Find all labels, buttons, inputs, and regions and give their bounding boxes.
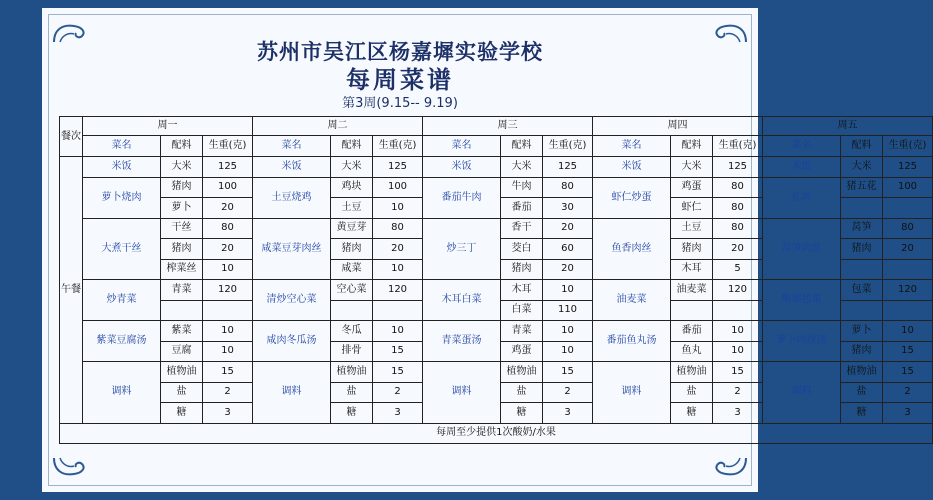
ingredient: 植物油 <box>671 362 713 383</box>
weight-grams: 15 <box>883 362 933 383</box>
ingredient: 大米 <box>331 157 373 178</box>
ingredient: 白菜 <box>501 300 543 321</box>
weight-grams: 20 <box>203 239 253 260</box>
dish-name: 番茄鱼丸汤 <box>593 321 671 362</box>
weight-grams: 80 <box>543 177 593 198</box>
corner-ornament-icon <box>704 456 748 478</box>
ingredient: 牛肉 <box>501 177 543 198</box>
weight-grams: 120 <box>883 280 933 301</box>
ingredient: 大米 <box>671 157 713 178</box>
ingredient: 猪肉 <box>161 177 203 198</box>
weight-grams: 80 <box>713 177 763 198</box>
dish-column-header: 菜名 <box>83 136 161 157</box>
ingredient: 鸡块 <box>331 177 373 198</box>
table-row <box>60 157 933 178</box>
dish-name: 调料 <box>83 362 161 424</box>
ingredient <box>161 300 203 321</box>
ingredient <box>331 300 373 321</box>
ingredient: 土豆 <box>331 198 373 219</box>
dish-column-header: 菜名 <box>763 136 841 157</box>
ingredient: 盐 <box>671 382 713 403</box>
weight-grams: 5 <box>713 259 763 280</box>
school-name: 苏州市吴江区杨嘉墀实验学校 <box>257 40 543 64</box>
weight-grams: 3 <box>713 403 763 424</box>
weight-grams: 15 <box>713 362 763 383</box>
dish-column-header: 菜名 <box>423 136 501 157</box>
weight-grams: 15 <box>203 362 253 383</box>
ingredient: 紫菜 <box>161 321 203 342</box>
weight-grams <box>883 300 933 321</box>
ingredient: 猪肉 <box>671 239 713 260</box>
ingredient: 鸡蛋 <box>671 177 713 198</box>
weight-grams: 15 <box>373 341 423 362</box>
dish-name: 清炒空心菜 <box>253 280 331 321</box>
weight-grams: 125 <box>883 157 933 178</box>
dish-name: 虾仁炒蛋 <box>593 177 671 218</box>
day-header-row <box>60 117 933 136</box>
ingredient: 糖 <box>501 403 543 424</box>
ingredient: 大米 <box>161 157 203 178</box>
ingredient: 植物油 <box>501 362 543 383</box>
weight-grams: 20 <box>543 218 593 239</box>
ingredient: 土豆 <box>671 218 713 239</box>
weight-grams: 10 <box>543 321 593 342</box>
dish-name: 调料 <box>593 362 671 424</box>
weight-grams: 3 <box>883 403 933 424</box>
weight-grams: 3 <box>373 403 423 424</box>
table-row <box>60 177 933 198</box>
weight-grams <box>713 300 763 321</box>
weight-grams: 10 <box>373 321 423 342</box>
ingredient: 排骨 <box>331 341 373 362</box>
ingredient <box>841 198 883 219</box>
ingredient: 鸡蛋 <box>501 341 543 362</box>
weight-grams <box>883 259 933 280</box>
weight-grams: 10 <box>203 341 253 362</box>
dish-name: 米饭 <box>253 157 331 178</box>
table-row <box>60 280 933 301</box>
ingredient: 猪肉 <box>331 239 373 260</box>
weight-grams: 120 <box>713 280 763 301</box>
weight-grams: 120 <box>373 280 423 301</box>
dish-name: 番茄牛肉 <box>423 177 501 218</box>
weight-grams: 120 <box>203 280 253 301</box>
weight-grams: 110 <box>543 300 593 321</box>
dish-column-header: 菜名 <box>253 136 331 157</box>
ingredient: 鱼丸 <box>671 341 713 362</box>
ingredient-column-header: 配料 <box>161 136 203 157</box>
weight-column-header: 生重(克) <box>543 136 593 157</box>
dish-column-header: 菜名 <box>593 136 671 157</box>
weight-grams <box>373 300 423 321</box>
weight-grams: 20 <box>543 259 593 280</box>
weekly-menu-table <box>59 116 933 444</box>
weight-grams: 20 <box>713 239 763 260</box>
weight-grams: 20 <box>883 239 933 260</box>
ingredient: 木耳 <box>671 259 713 280</box>
ingredient: 植物油 <box>331 362 373 383</box>
ingredient <box>841 300 883 321</box>
weight-grams: 125 <box>713 157 763 178</box>
ingredient: 猪肉 <box>501 259 543 280</box>
dish-name: 调料 <box>253 362 331 424</box>
weight-grams: 80 <box>373 218 423 239</box>
ingredient: 萝卜 <box>841 321 883 342</box>
weight-grams: 10 <box>543 341 593 362</box>
table-row <box>60 218 933 239</box>
ingredient: 包菜 <box>841 280 883 301</box>
ingredient <box>671 300 713 321</box>
ingredient: 黄豆芽 <box>331 218 373 239</box>
dish-name: 米饭 <box>763 157 841 178</box>
ingredient: 糖 <box>841 403 883 424</box>
weight-column-header: 生重(克) <box>713 136 763 157</box>
weight-column-header: 生重(克) <box>883 136 933 157</box>
corner-ornament-icon <box>52 456 96 478</box>
ingredient: 咸菜 <box>331 259 373 280</box>
weight-grams: 125 <box>543 157 593 178</box>
ingredient: 植物油 <box>841 362 883 383</box>
ingredient: 豆腐 <box>161 341 203 362</box>
ingredient: 糖 <box>671 403 713 424</box>
ingredient <box>841 259 883 280</box>
weight-grams: 15 <box>883 341 933 362</box>
dish-name: 鱼香肉丝 <box>593 218 671 280</box>
day-header: 周五 <box>763 117 933 136</box>
dish-name: 炒青菜 <box>83 280 161 321</box>
footer-row <box>60 423 933 444</box>
dish-name: 米饭 <box>83 157 161 178</box>
ingredient: 虾仁 <box>671 198 713 219</box>
weight-grams: 10 <box>713 341 763 362</box>
ingredient: 猪肉 <box>841 341 883 362</box>
ingredient: 猪肉 <box>841 239 883 260</box>
weight-grams: 100 <box>883 177 933 198</box>
table-row <box>60 321 933 342</box>
weight-grams: 20 <box>203 198 253 219</box>
day-header: 周三 <box>423 117 593 136</box>
ingredient: 空心菜 <box>331 280 373 301</box>
ingredient-column-header: 配料 <box>841 136 883 157</box>
weight-grams: 10 <box>883 321 933 342</box>
weight-grams: 2 <box>203 382 253 403</box>
dish-name: 大煮干丝 <box>83 218 161 280</box>
ingredient-column-header: 配料 <box>671 136 713 157</box>
dish-name: 炒三丁 <box>423 218 501 280</box>
ingredient: 茭白 <box>501 239 543 260</box>
dish-name: 萝卜烧肉 <box>83 177 161 218</box>
dish-name: 米饭 <box>423 157 501 178</box>
column-header-row <box>60 136 933 157</box>
weight-grams: 2 <box>373 382 423 403</box>
weight-grams: 80 <box>713 218 763 239</box>
dish-name: 土豆烧鸡 <box>253 177 331 218</box>
weight-grams: 60 <box>543 239 593 260</box>
ingredient: 猪肉 <box>161 239 203 260</box>
weight-grams <box>883 198 933 219</box>
ingredient-column-header: 配料 <box>501 136 543 157</box>
ingredient-column-header: 配料 <box>331 136 373 157</box>
dish-name: 油麦菜 <box>593 280 671 321</box>
ingredient: 植物油 <box>161 362 203 383</box>
dish-name: 咸菜豆芽肉丝 <box>253 218 331 280</box>
weight-grams: 10 <box>543 280 593 301</box>
dish-name: 青菜蛋汤 <box>423 321 501 362</box>
dish-name: 米饭 <box>593 157 671 178</box>
dish-name: 莴笋肉丝 <box>763 218 841 280</box>
weight-grams: 10 <box>373 198 423 219</box>
footer-note: 每周至少提供1次酸奶/水果 <box>60 423 933 444</box>
weight-grams: 100 <box>203 177 253 198</box>
ingredient: 大米 <box>841 157 883 178</box>
ingredient: 盐 <box>161 382 203 403</box>
weight-grams: 80 <box>713 198 763 219</box>
ingredient: 萝卜 <box>161 198 203 219</box>
day-header: 周一 <box>83 117 253 136</box>
ingredient: 大米 <box>501 157 543 178</box>
ingredient: 盐 <box>501 382 543 403</box>
weight-grams: 15 <box>543 362 593 383</box>
weight-grams: 80 <box>203 218 253 239</box>
dish-name: 醋溜包菜 <box>763 280 841 321</box>
ingredient: 猪五花 <box>841 177 883 198</box>
weight-grams: 2 <box>543 382 593 403</box>
week-label: 第3周(9.15-- 9.19) <box>342 96 458 111</box>
meal-name: 午餐 <box>60 157 83 424</box>
day-header: 周四 <box>593 117 763 136</box>
ingredient: 番茄 <box>501 198 543 219</box>
ingredient: 香干 <box>501 218 543 239</box>
weight-column-header: 生重(克) <box>373 136 423 157</box>
ingredient: 糖 <box>331 403 373 424</box>
weight-grams: 15 <box>373 362 423 383</box>
weight-grams: 125 <box>203 157 253 178</box>
ingredient: 青菜 <box>501 321 543 342</box>
dish-name: 调料 <box>763 362 841 424</box>
dish-name: 萝卜肉丝汤 <box>763 321 841 362</box>
weight-grams: 20 <box>373 239 423 260</box>
ingredient: 干丝 <box>161 218 203 239</box>
ingredient: 木耳 <box>501 280 543 301</box>
weight-grams: 125 <box>373 157 423 178</box>
weight-grams: 3 <box>203 403 253 424</box>
weight-grams: 3 <box>543 403 593 424</box>
dish-name: 调料 <box>423 362 501 424</box>
weight-grams: 10 <box>713 321 763 342</box>
weight-grams: 100 <box>373 177 423 198</box>
weight-grams: 10 <box>373 259 423 280</box>
ingredient: 冬瓜 <box>331 321 373 342</box>
ingredient: 榨菜丝 <box>161 259 203 280</box>
weight-grams: 30 <box>543 198 593 219</box>
ingredient: 糖 <box>161 403 203 424</box>
page-title: 每周菜谱 <box>346 66 454 94</box>
day-header: 周二 <box>253 117 423 136</box>
weight-grams <box>203 300 253 321</box>
weight-grams: 2 <box>713 382 763 403</box>
dish-name: 咸肉冬瓜汤 <box>253 321 331 362</box>
ingredient: 莴笋 <box>841 218 883 239</box>
weight-grams: 2 <box>883 382 933 403</box>
ingredient: 盐 <box>331 382 373 403</box>
weight-grams: 80 <box>883 218 933 239</box>
dish-name: 扎肉 <box>763 177 841 218</box>
dish-name: 木耳白菜 <box>423 280 501 321</box>
meal-header: 餐次 <box>60 117 83 157</box>
weight-grams: 10 <box>203 259 253 280</box>
ingredient: 油麦菜 <box>671 280 713 301</box>
table-row <box>60 362 933 383</box>
weight-grams: 10 <box>203 321 253 342</box>
dish-name: 紫菜豆腐汤 <box>83 321 161 362</box>
weight-column-header: 生重(克) <box>203 136 253 157</box>
ingredient: 盐 <box>841 382 883 403</box>
ingredient: 青菜 <box>161 280 203 301</box>
ingredient: 番茄 <box>671 321 713 342</box>
